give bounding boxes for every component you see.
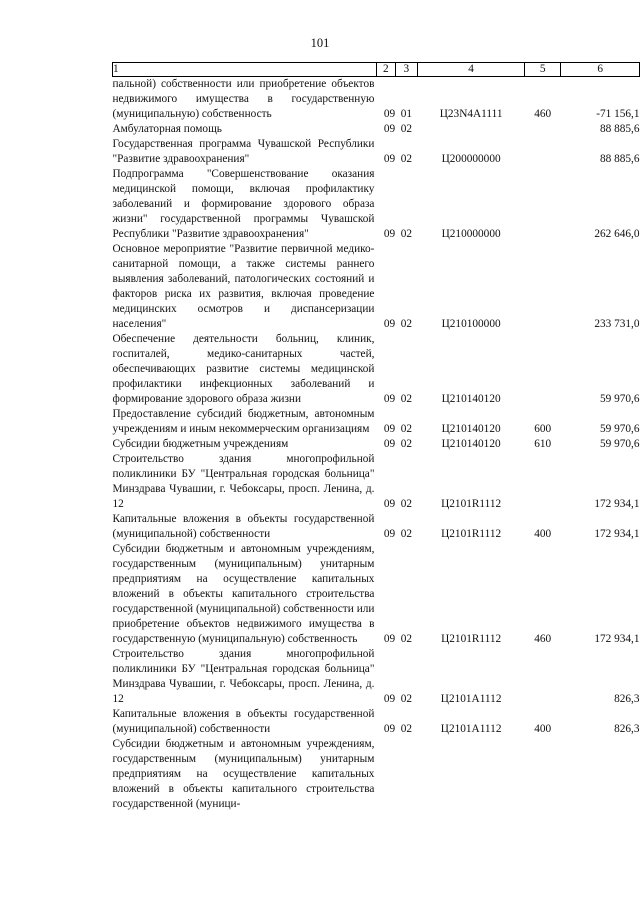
row-amount: [561, 737, 640, 812]
row-expense-type: [525, 242, 561, 332]
row-expense-type: [525, 647, 561, 707]
table-row: [113, 242, 640, 332]
row-expense-type: [525, 167, 561, 242]
row-description: Субсидии бюджетным и автономным учреждениям, государственным (муниципальным) унитарным предприятиям на осуществление капитальных вложений в объекты капитального строительства государственной (муници-: [112, 738, 375, 810]
row-section-code: 09: [383, 228, 396, 240]
row-section-code: 09: [383, 423, 396, 435]
table-row: [113, 122, 640, 137]
column-header-1: 1: [113, 63, 377, 77]
row-amount: 59 970,6: [599, 393, 640, 405]
row-amount: 88 885,6: [599, 123, 640, 135]
row-target-article: Ц210140120: [441, 423, 501, 435]
row-expense-type: [525, 137, 561, 167]
row-subsection-code: 02: [400, 438, 412, 450]
table-body: [113, 77, 640, 813]
row-expense-type: [525, 452, 561, 512]
row-description: пальной) собственности или приобретение объектов недвижимого имущества в государственную (муниципальную) собственность: [112, 78, 375, 120]
row-description: Амбулаторная помощь: [112, 123, 222, 135]
row-section-code: 09: [383, 108, 396, 120]
page-number: 101: [310, 36, 330, 50]
row-description: Строительство здания многопрофильной поликлиники БУ "Центральная городская больница" Минздрава Чувашии, г. Чебоксары, просп. Ленина, д. 12: [112, 648, 375, 705]
table-row: [113, 137, 640, 167]
row-description: Строительство здания многопрофильной поликлиники БУ "Центральная городская больница" Минздрава Чувашии, г. Чебоксары, просп. Ленина, д. 12: [112, 453, 375, 510]
row-subsection-code: 02: [400, 318, 412, 330]
row-amount: 59 970,6: [599, 423, 640, 435]
row-description: Капитальные вложения в объекты государственной (муниципальной) собственности: [112, 513, 375, 540]
row-subsection-code: 02: [400, 528, 412, 540]
row-amount: 88 885,6: [599, 153, 640, 165]
row-target-article: Ц23N4A1111: [439, 108, 503, 120]
row-description: Предоставление субсидий бюджетным, автономным учреждениям и иным некоммерческим организациям: [112, 408, 375, 435]
row-amount: 233 731,0: [594, 318, 640, 330]
row-subsection-code: 01: [400, 108, 412, 120]
table-row: [113, 707, 640, 737]
row-amount: 172 934,1: [594, 498, 640, 510]
row-target-article: Ц210140120: [441, 393, 501, 405]
row-amount: 826,3: [614, 723, 640, 735]
table-row: [113, 407, 640, 437]
row-description: Основное мероприятие "Развитие первичной медико-санитарной помощи, а также системы раннего выявления заболеваний, патологических состояний и факторов риска их развития, включая проведение медицинских осмотров и диспансеризации населения": [112, 243, 375, 330]
row-expense-type: [525, 332, 561, 407]
column-number-row: [113, 63, 640, 77]
row-section-code: 09: [383, 153, 396, 165]
row-section-code: 09: [383, 528, 396, 540]
row-target-article: [418, 122, 525, 137]
row-subsection-code: 02: [400, 423, 412, 435]
row-expense-type: 460: [534, 108, 552, 120]
row-target-article: Ц2101R1112: [441, 633, 502, 645]
row-description: Субсидии бюджетным учреждениям: [112, 438, 289, 450]
budget-table: [112, 62, 640, 812]
row-target-article: Ц2101R1112: [441, 498, 502, 510]
row-target-article: Ц200000000: [441, 153, 501, 165]
row-amount: 826,3: [614, 693, 640, 705]
row-subsection-code: 02: [400, 693, 412, 705]
table-row: [113, 542, 640, 647]
row-section-code: 09: [383, 438, 396, 450]
row-section-code: 09: [383, 393, 396, 405]
row-subsection-code: 02: [400, 393, 412, 405]
table-row: [113, 452, 640, 512]
table-row: [113, 77, 640, 123]
row-expense-type: 400: [534, 528, 552, 540]
row-subsection-code: 02: [400, 633, 412, 645]
row-target-article: [418, 737, 525, 812]
row-amount: 262 646,0: [594, 228, 640, 240]
table-row: [113, 512, 640, 542]
row-target-article: Ц210000000: [441, 228, 501, 240]
row-section-code: 09: [383, 633, 396, 645]
table-row: [113, 737, 640, 812]
row-expense-type: [525, 122, 561, 137]
row-amount: 172 934,1: [594, 633, 640, 645]
row-expense-type: [525, 737, 561, 812]
row-description: Капитальные вложения в объекты государственной (муниципальной) собственности: [112, 708, 375, 735]
row-target-article: Ц2101А1112: [440, 723, 502, 735]
row-target-article: Ц2101А1112: [440, 693, 502, 705]
row-section-code: 09: [383, 723, 396, 735]
column-header-2: 2: [376, 63, 395, 77]
row-section-code: 09: [383, 123, 396, 135]
row-description: Субсидии бюджетным и автономным учреждениям, государственным (муниципальным) унитарным предприятиям на осуществление капитальных вложений в объекты капитального строительства государственной (муниципальной) собственности или приобретение объектов недвижимого имущества в государственную (муниципальную) собственность: [112, 543, 375, 645]
row-subsection-code: 02: [400, 498, 412, 510]
row-subsection-code: [395, 737, 418, 812]
column-header-4: 4: [418, 63, 525, 77]
row-section-code: 09: [383, 693, 396, 705]
row-target-article: Ц2101R1112: [441, 528, 502, 540]
row-subsection-code: 02: [400, 153, 412, 165]
row-description: Подпрограмма "Совершенствование оказания медицинской помощи, включая профилактику заболеваний и формирование здорового образа жизни" государственной программы Чувашской Республики "Развитие здравоохранения": [112, 168, 375, 240]
row-section-code: 09: [383, 318, 396, 330]
table-row: [113, 167, 640, 242]
column-header-3: 3: [395, 63, 418, 77]
row-target-article: Ц210100000: [441, 318, 501, 330]
column-header-6: 6: [561, 63, 640, 77]
table-row: [113, 332, 640, 407]
row-subsection-code: 02: [400, 123, 412, 135]
column-header-5: 5: [525, 63, 561, 77]
row-amount: 59 970,6: [599, 438, 640, 450]
row-section-code: 09: [383, 498, 396, 510]
row-target-article: Ц210140120: [441, 438, 501, 450]
row-expense-type: 610: [534, 438, 552, 450]
row-description: Обеспечение деятельности больниц, клиник, госпиталей, медико-санитарных частей, обеспечивающих развитие системы медицинской профилактики инфекционных заболеваний и формирование здорового образа жизни: [112, 333, 375, 405]
row-expense-type: 400: [534, 723, 552, 735]
row-amount: 172 934,1: [594, 528, 640, 540]
row-subsection-code: 02: [400, 228, 412, 240]
table-row: [113, 647, 640, 707]
row-amount: -71 156,1: [596, 108, 640, 120]
row-expense-type: 460: [534, 633, 552, 645]
row-subsection-code: 02: [400, 723, 412, 735]
row-section-code: [376, 737, 395, 812]
row-description: Государственная программа Чувашской Республики "Развитие здравоохранения": [112, 138, 375, 165]
row-expense-type: 600: [534, 423, 552, 435]
table-row: [113, 437, 640, 452]
